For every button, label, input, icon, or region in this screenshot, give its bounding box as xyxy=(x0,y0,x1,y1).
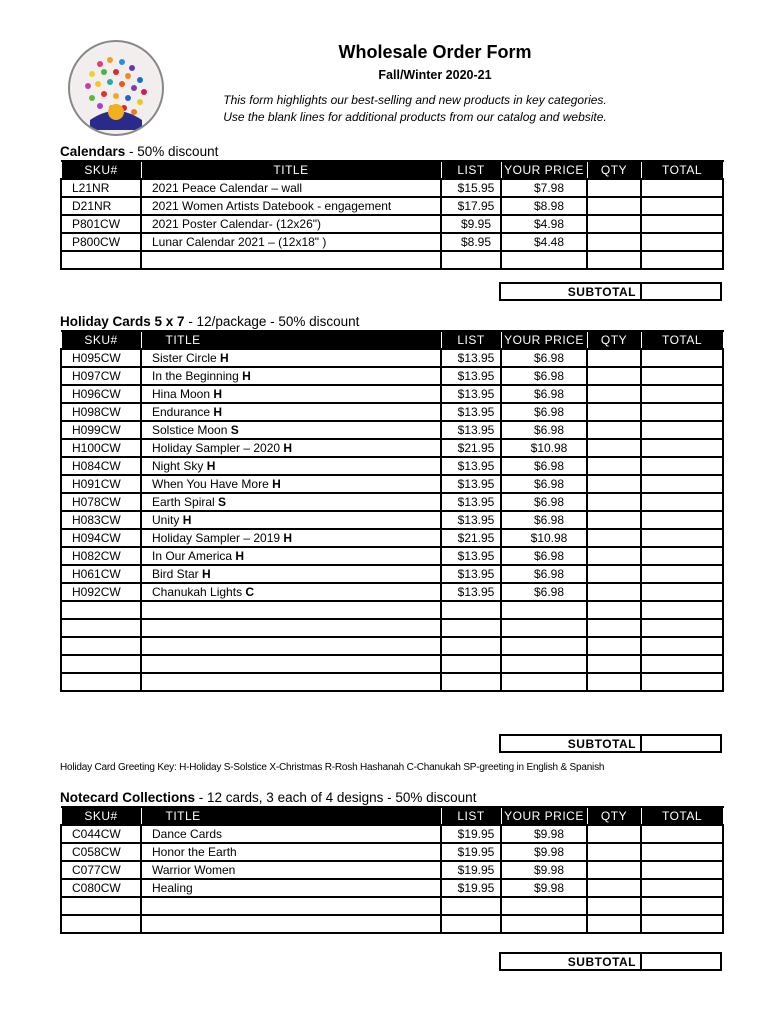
list-price-cell: $13.95 xyxy=(441,421,501,439)
your-price-cell: $6.98 xyxy=(501,511,587,529)
greeting-code: H xyxy=(220,351,229,365)
col-title: TITLE xyxy=(141,331,441,349)
total-cell[interactable] xyxy=(641,529,723,547)
your-price-cell: $6.98 xyxy=(501,385,587,403)
total-cell[interactable] xyxy=(641,493,723,511)
sku-cell: H097CW xyxy=(61,367,141,385)
qty-cell[interactable] xyxy=(587,529,641,547)
title-cell xyxy=(141,197,441,215)
table-row xyxy=(61,825,723,843)
greeting-code: H xyxy=(182,513,192,527)
calendars-subtotal[interactable] xyxy=(499,282,722,301)
table-row xyxy=(61,583,723,601)
table-row xyxy=(61,529,723,547)
col-list: LIST xyxy=(441,331,501,349)
calendars-heading-detail: - 50% discount xyxy=(125,144,219,159)
sku-cell: H096CW xyxy=(61,385,141,403)
sku-cell: H095CW xyxy=(61,349,141,367)
list-price-cell xyxy=(441,673,501,691)
your-price-cell xyxy=(501,673,587,691)
total-cell[interactable] xyxy=(641,673,723,691)
qty-cell[interactable] xyxy=(587,583,641,601)
table-row xyxy=(61,879,723,897)
col-qty: QTY xyxy=(587,161,641,179)
title-cell xyxy=(141,825,441,843)
qty-cell[interactable] xyxy=(587,367,641,385)
your-price-cell: $6.98 xyxy=(501,547,587,565)
table-row xyxy=(61,421,723,439)
total-cell[interactable] xyxy=(641,565,723,583)
table-row xyxy=(61,915,723,933)
title-text: When You Have More xyxy=(152,477,273,491)
table-row xyxy=(61,601,723,619)
title-cell xyxy=(141,529,441,547)
list-price-cell: $17.95 xyxy=(441,197,501,215)
list-price-cell: $9.95 xyxy=(441,215,501,233)
list-price-cell: $13.95 xyxy=(441,349,501,367)
qty-cell[interactable] xyxy=(587,897,641,915)
col-your-price: YOUR PRICE xyxy=(501,331,587,349)
list-price-cell: $13.95 xyxy=(441,385,501,403)
title-cell xyxy=(141,861,441,879)
list-price-cell xyxy=(441,619,501,637)
title-text: Sister Circle xyxy=(152,351,221,365)
sku-cell xyxy=(61,673,141,691)
your-price-cell: $6.98 xyxy=(501,493,587,511)
your-price-cell xyxy=(501,251,587,269)
your-price-cell: $10.98 xyxy=(501,529,587,547)
title-text: In the Beginning xyxy=(152,369,243,383)
sku-cell: H084CW xyxy=(61,457,141,475)
sku-cell: P800CW xyxy=(61,233,141,251)
list-price-cell xyxy=(441,637,501,655)
col-qty: QTY xyxy=(587,807,641,825)
sku-cell: H061CW xyxy=(61,565,141,583)
col-your-price: YOUR PRICE xyxy=(501,807,587,825)
title-text: Solstice Moon xyxy=(152,423,231,437)
title-text: Healing xyxy=(152,881,193,895)
title-cell xyxy=(141,673,441,691)
title-cell xyxy=(141,493,441,511)
table-row xyxy=(61,215,723,233)
qty-cell[interactable] xyxy=(587,619,641,637)
qty-cell[interactable] xyxy=(587,825,641,843)
title-cell xyxy=(141,215,441,233)
col-title: TITLE xyxy=(141,161,441,179)
your-price-cell: $7.98 xyxy=(501,179,587,197)
table-row xyxy=(61,565,723,583)
notecards-heading-name: Notecard Collections xyxy=(60,790,196,805)
greeting-code: H xyxy=(213,387,223,401)
title-cell xyxy=(141,251,441,269)
holiday-table xyxy=(60,330,724,692)
your-price-cell: $6.98 xyxy=(501,403,587,421)
total-cell[interactable] xyxy=(641,403,723,421)
total-cell[interactable] xyxy=(641,179,723,197)
intro-line-1: This form highlights our best-selling and new products in key categories. xyxy=(223,93,607,107)
your-price-cell: $9.98 xyxy=(501,843,587,861)
greeting-code: H xyxy=(202,567,211,581)
title-cell xyxy=(141,349,441,367)
list-price-cell: $21.95 xyxy=(441,529,501,547)
qty-cell[interactable] xyxy=(587,215,641,233)
col-total: TOTAL xyxy=(641,807,723,825)
table-row xyxy=(61,493,723,511)
greeting-code: H xyxy=(283,441,293,455)
qty-cell[interactable] xyxy=(587,879,641,897)
table-row xyxy=(61,475,723,493)
qty-cell[interactable] xyxy=(587,861,641,879)
title-text: Warrior Women xyxy=(152,863,236,877)
subtotal-divider xyxy=(640,954,642,969)
notecards-table xyxy=(60,806,724,934)
total-cell[interactable] xyxy=(641,879,723,897)
greeting-code: H xyxy=(272,477,281,491)
qty-cell[interactable] xyxy=(587,547,641,565)
sku-cell: C077CW xyxy=(61,861,141,879)
table-row xyxy=(61,403,723,421)
col-qty: QTY xyxy=(587,331,641,349)
greeting-code: H xyxy=(242,369,251,383)
sku-cell: H092CW xyxy=(61,583,141,601)
title-text: Earth Spiral xyxy=(152,495,219,509)
list-price-cell xyxy=(441,601,501,619)
sku-cell xyxy=(61,897,141,915)
greeting-code: S xyxy=(230,423,239,437)
list-price-cell: $19.95 xyxy=(441,861,501,879)
total-cell[interactable] xyxy=(641,511,723,529)
sku-cell xyxy=(61,915,141,933)
qty-cell[interactable] xyxy=(587,915,641,933)
title-cell xyxy=(141,547,441,565)
list-price-cell: $13.95 xyxy=(441,457,501,475)
your-price-cell: $6.98 xyxy=(501,583,587,601)
total-cell[interactable] xyxy=(641,421,723,439)
your-price-cell: $6.98 xyxy=(501,457,587,475)
title-cell xyxy=(141,565,441,583)
title-cell xyxy=(141,457,441,475)
table-row xyxy=(61,655,723,673)
sku-cell xyxy=(61,619,141,637)
form-subtitle: Fall/Winter 2020-21 xyxy=(378,68,492,82)
greeting-code: H xyxy=(206,459,216,473)
title-cell xyxy=(141,843,441,861)
sku-cell xyxy=(61,655,141,673)
holiday-heading-detail: - 12/package - 50% discount xyxy=(184,314,360,329)
table-row xyxy=(61,637,723,655)
title-cell xyxy=(141,367,441,385)
your-price-cell xyxy=(501,619,587,637)
total-cell[interactable] xyxy=(641,897,723,915)
greeting-code: H xyxy=(235,549,245,563)
subtotal-divider xyxy=(640,736,642,751)
total-cell[interactable] xyxy=(641,367,723,385)
table-row xyxy=(61,197,723,215)
title-cell xyxy=(141,879,441,897)
title-text: 2021 Peace Calendar – wall xyxy=(152,181,303,195)
title-cell xyxy=(141,439,441,457)
your-price-cell: $6.98 xyxy=(501,367,587,385)
col-total: TOTAL xyxy=(641,331,723,349)
your-price-cell: $9.98 xyxy=(501,825,587,843)
sku-cell: C080CW xyxy=(61,879,141,897)
total-cell[interactable] xyxy=(641,475,723,493)
list-price-cell: $13.95 xyxy=(441,493,501,511)
title-text: Holiday Sampler – 2020 xyxy=(152,441,284,455)
qty-cell[interactable] xyxy=(587,421,641,439)
title-text: Dance Cards xyxy=(152,827,223,841)
list-price-cell: $13.95 xyxy=(441,367,501,385)
list-price-cell: $13.95 xyxy=(441,475,501,493)
your-price-cell: $4.48 xyxy=(501,233,587,251)
your-price-cell: $8.98 xyxy=(501,197,587,215)
table-row xyxy=(61,233,723,251)
total-cell[interactable] xyxy=(641,547,723,565)
total-cell[interactable] xyxy=(641,843,723,861)
your-price-cell: $4.98 xyxy=(501,215,587,233)
your-price-cell: $6.98 xyxy=(501,475,587,493)
sku-cell: H099CW xyxy=(61,421,141,439)
table-row xyxy=(61,897,723,915)
title-text: Endurance xyxy=(152,405,214,419)
your-price-cell: $10.98 xyxy=(501,439,587,457)
qty-cell[interactable] xyxy=(587,511,641,529)
your-price-cell xyxy=(501,637,587,655)
col-sku: SKU# xyxy=(61,161,141,179)
table-row xyxy=(61,673,723,691)
qty-cell[interactable] xyxy=(587,179,641,197)
table-row xyxy=(61,511,723,529)
list-price-cell: $13.95 xyxy=(441,511,501,529)
list-price-cell xyxy=(441,655,501,673)
title-cell xyxy=(141,385,441,403)
sku-cell xyxy=(61,601,141,619)
title-cell xyxy=(141,897,441,915)
table-row xyxy=(61,861,723,879)
greeting-code: H xyxy=(213,405,223,419)
title-cell xyxy=(141,619,441,637)
table-row xyxy=(61,385,723,403)
greeting-key: Holiday Card Greeting Key: H-Holiday S-Solstice X-Christmas R-Rosh Hashanah C-Chanukah SP-greeting in English & Spanish xyxy=(60,762,605,773)
total-cell[interactable] xyxy=(641,637,723,655)
qty-cell[interactable] xyxy=(587,403,641,421)
title-text: Unity xyxy=(152,513,183,527)
header-row xyxy=(61,331,723,349)
notecards-heading xyxy=(60,790,476,805)
total-cell[interactable] xyxy=(641,215,723,233)
total-cell[interactable] xyxy=(641,619,723,637)
your-price-cell: $6.98 xyxy=(501,421,587,439)
title-cell xyxy=(141,179,441,197)
intro-line-2: Use the blank lines for additional products from our catalog and website. xyxy=(223,110,607,124)
your-price-cell: $6.98 xyxy=(501,565,587,583)
col-list: LIST xyxy=(441,161,501,179)
list-price-cell: $19.95 xyxy=(441,843,501,861)
sku-cell: P801CW xyxy=(61,215,141,233)
col-total: TOTAL xyxy=(641,161,723,179)
list-price-cell: $13.95 xyxy=(441,403,501,421)
calendars-heading-name: Calendars xyxy=(60,144,126,159)
qty-cell[interactable] xyxy=(587,637,641,655)
sku-cell: D21NR xyxy=(61,197,141,215)
sku-cell: H098CW xyxy=(61,403,141,421)
list-price-cell xyxy=(441,897,501,915)
your-price-cell xyxy=(501,655,587,673)
title-cell xyxy=(141,637,441,655)
sku-cell: H091CW xyxy=(61,475,141,493)
col-list: LIST xyxy=(441,807,501,825)
sku-cell: C058CW xyxy=(61,843,141,861)
total-cell[interactable] xyxy=(641,915,723,933)
greeting-code: S xyxy=(218,495,227,509)
col-title: TITLE xyxy=(141,807,441,825)
sku-cell xyxy=(61,637,141,655)
your-price-cell xyxy=(501,601,587,619)
header-row xyxy=(61,807,723,825)
total-cell[interactable] xyxy=(641,349,723,367)
qty-cell[interactable] xyxy=(587,475,641,493)
sku-cell: H082CW xyxy=(61,547,141,565)
total-cell[interactable] xyxy=(641,583,723,601)
sku-cell: H078CW xyxy=(61,493,141,511)
qty-cell[interactable] xyxy=(587,601,641,619)
list-price-cell: $13.95 xyxy=(441,565,501,583)
list-price-cell: $19.95 xyxy=(441,879,501,897)
qty-cell[interactable] xyxy=(587,843,641,861)
title-text: Hina Moon xyxy=(152,387,214,401)
subtotal-divider xyxy=(640,284,642,299)
col-sku: SKU# xyxy=(61,331,141,349)
title-cell xyxy=(141,421,441,439)
title-cell xyxy=(141,403,441,421)
your-price-cell: $6.98 xyxy=(501,349,587,367)
list-price-cell: $13.95 xyxy=(441,547,501,565)
notecards-heading-detail: - 12 cards, 3 each of 4 designs - 50% discount xyxy=(195,790,477,805)
total-cell[interactable] xyxy=(641,197,723,215)
total-cell[interactable] xyxy=(641,825,723,843)
qty-cell[interactable] xyxy=(587,673,641,691)
list-price-cell: $15.95 xyxy=(441,179,501,197)
title-text: 2021 Poster Calendar- (12x26") xyxy=(152,217,322,231)
title-text: Honor the Earth xyxy=(152,845,237,859)
sku-cell xyxy=(61,251,141,269)
title-text: Holiday Sampler – 2019 xyxy=(152,531,284,545)
qty-cell[interactable] xyxy=(587,385,641,403)
list-price-cell: $8.95 xyxy=(441,233,501,251)
table-row xyxy=(61,439,723,457)
title-cell xyxy=(141,233,441,251)
list-price-cell: $19.95 xyxy=(441,825,501,843)
your-price-cell xyxy=(501,897,587,915)
calendars-table xyxy=(60,160,724,270)
title-cell xyxy=(141,655,441,673)
title-cell xyxy=(141,601,441,619)
notecards-subtotal[interactable] xyxy=(499,952,722,971)
title-cell xyxy=(141,915,441,933)
title-text: In Our America xyxy=(152,549,236,563)
table-row xyxy=(61,619,723,637)
holiday-subtotal[interactable] xyxy=(499,734,722,753)
your-price-cell xyxy=(501,915,587,933)
sku-cell: L21NR xyxy=(61,179,141,197)
table-row xyxy=(61,367,723,385)
your-price-cell: $9.98 xyxy=(501,879,587,897)
company-logo xyxy=(68,40,164,136)
qty-cell[interactable] xyxy=(587,197,641,215)
table-row xyxy=(61,179,723,197)
list-price-cell: $21.95 xyxy=(441,439,501,457)
total-cell[interactable] xyxy=(641,457,723,475)
qty-cell[interactable] xyxy=(587,233,641,251)
total-cell[interactable] xyxy=(641,385,723,403)
holiday-heading xyxy=(60,314,359,329)
table-row xyxy=(61,843,723,861)
greeting-code: C xyxy=(245,585,255,599)
table-row xyxy=(61,251,723,269)
total-cell[interactable] xyxy=(641,601,723,619)
subtotal-label: SUBTOTAL xyxy=(567,955,636,969)
qty-cell[interactable] xyxy=(587,457,641,475)
qty-cell[interactable] xyxy=(587,493,641,511)
table-row xyxy=(61,349,723,367)
col-your-price: YOUR PRICE xyxy=(501,161,587,179)
title-cell xyxy=(141,511,441,529)
total-cell[interactable] xyxy=(641,439,723,457)
sku-cell: H100CW xyxy=(61,439,141,457)
title-text: Night Sky xyxy=(152,459,207,473)
intro-text xyxy=(190,92,640,126)
qty-cell[interactable] xyxy=(587,565,641,583)
calendars-heading xyxy=(60,144,218,159)
qty-cell[interactable] xyxy=(587,349,641,367)
title-text: Chanukah Lights xyxy=(152,585,246,599)
sku-cell: H094CW xyxy=(61,529,141,547)
col-sku: SKU# xyxy=(61,807,141,825)
total-cell[interactable] xyxy=(641,655,723,673)
title-text: Bird Star xyxy=(152,567,203,581)
sku-cell: C044CW xyxy=(61,825,141,843)
list-price-cell xyxy=(441,251,501,269)
sku-cell: H083CW xyxy=(61,511,141,529)
title-text: 2021 Women Artists Datebook - engagement xyxy=(152,199,392,213)
subtotal-label: SUBTOTAL xyxy=(567,737,636,751)
total-cell[interactable] xyxy=(641,251,723,269)
greeting-code: H xyxy=(283,531,293,545)
qty-cell[interactable] xyxy=(587,251,641,269)
table-row xyxy=(61,457,723,475)
total-cell[interactable] xyxy=(641,861,723,879)
list-price-cell xyxy=(441,915,501,933)
subtotal-label: SUBTOTAL xyxy=(567,285,636,299)
title-cell xyxy=(141,475,441,493)
qty-cell[interactable] xyxy=(587,439,641,457)
table-row xyxy=(61,547,723,565)
form-title: Wholesale Order Form xyxy=(338,42,532,62)
title-cell xyxy=(141,583,441,601)
title-text: Lunar Calendar 2021 – (12x18" ) xyxy=(152,235,327,249)
list-price-cell: $13.95 xyxy=(441,583,501,601)
header-row xyxy=(61,161,723,179)
total-cell[interactable] xyxy=(641,233,723,251)
your-price-cell: $9.98 xyxy=(501,861,587,879)
qty-cell[interactable] xyxy=(587,655,641,673)
holiday-heading-name: Holiday Cards 5 x 7 xyxy=(60,314,185,329)
